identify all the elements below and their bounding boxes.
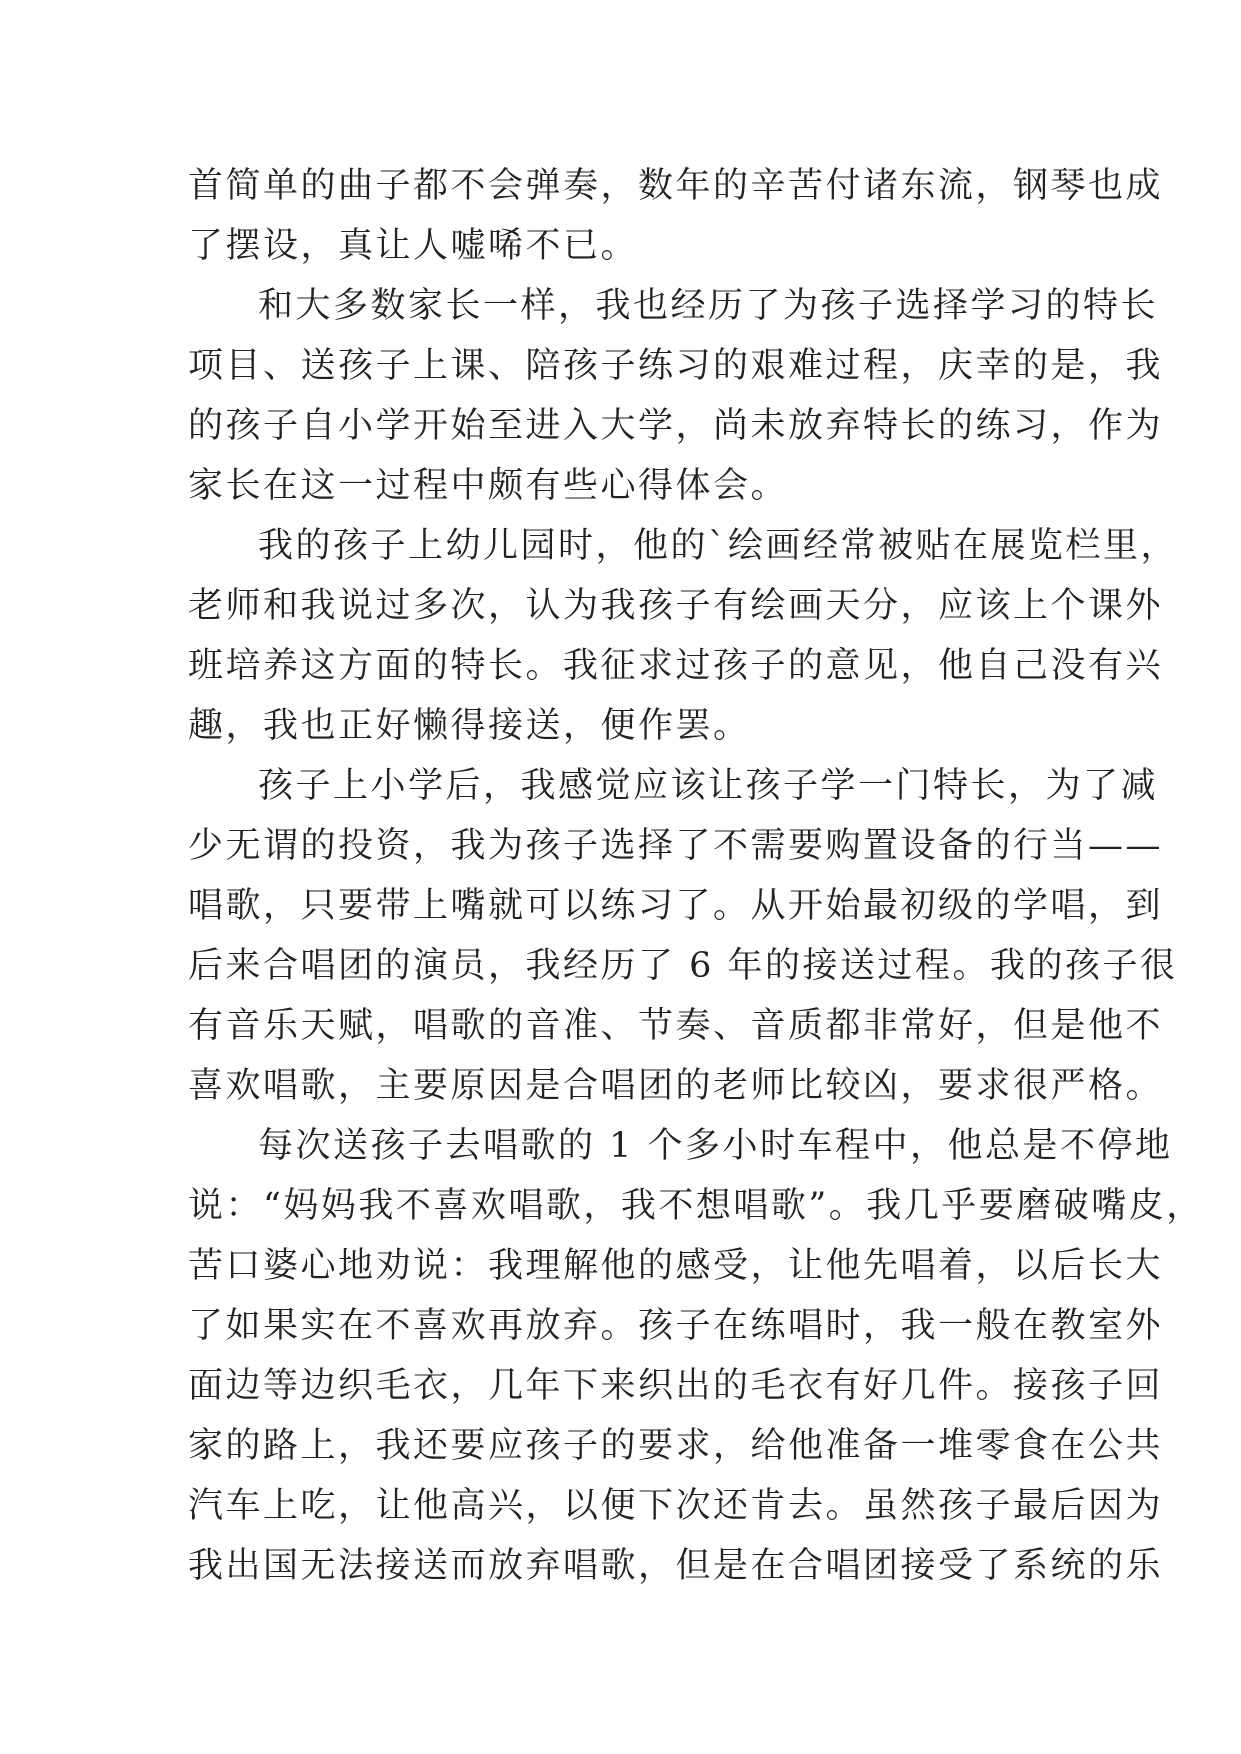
paragraph-first-line: 孩子上小学后，我感觉应该让孩子学一门特长，为了减 [258, 766, 1159, 806]
text-line: 少无谓的投资，我为孩子选择了不需要购置设备的行当—— [188, 826, 1164, 866]
text-line: 家的路上，我还要应孩子的要求，给他准备一堆零食在公共 [188, 1426, 1164, 1466]
text-line: 了如果实在不喜欢再放弃。孩子在练唱时，我一般在教室外 [188, 1306, 1164, 1346]
text-line: 我出国无法接送而放弃唱歌，但是在合唱团接受了系统的乐 [188, 1546, 1164, 1586]
text-line: 有音乐天赋，唱歌的音准、节奏、音质都非常好，但是他不 [188, 1006, 1164, 1046]
text-line: 的孩子自小学开始至进入大学，尚未放弃特长的练习，作为 [188, 406, 1164, 446]
text-line: 家长在这一过程中颇有些心得体会。 [188, 466, 789, 506]
document-body [188, 156, 1204, 1596]
text-line: 面边等边织毛衣，几年下来织出的毛衣有好几件。接孩子回 [188, 1366, 1164, 1406]
text-line: 唱歌，只要带上嘴就可以练习了。从开始最初级的学唱，到 [188, 886, 1164, 926]
paragraph-first-line: 和大多数家长一样，我也经历了为孩子选择学习的特长 [258, 286, 1159, 326]
text-line: 老师和我说过多次，认为我孩子有绘画天分，应该上个课外 [188, 586, 1164, 626]
text-line: 汽车上吃，让他高兴，以便下次还肯去。虽然孩子最后因为 [188, 1486, 1164, 1526]
text-line: 苦口婆心地劝说：我理解他的感受，让他先唱着，以后长大 [188, 1246, 1164, 1286]
text-line: 首简单的曲子都不会弹奏，数年的辛苦付诸东流，钢琴也成 [188, 166, 1164, 206]
text-line: 喜欢唱歌，主要原因是合唱团的老师比较凶，要求很严格。 [188, 1066, 1164, 1106]
text-line: 后来合唱团的演员，我经历了 6 年的接送过程。我的孩子很 [188, 946, 1178, 986]
text-line: 趣，我也正好懒得接送，便作罢。 [188, 706, 751, 746]
paragraph-first-line: 每次送孩子去唱歌的 1 个多小时车程中，他总是不停地 [258, 1126, 1173, 1166]
text-line: 项目、送孩子上课、陪孩子练习的艰难过程，庆幸的是，我 [188, 346, 1164, 386]
text-line: 了摆设，真让人嘘唏不已。 [188, 226, 639, 266]
text-line: 说：“妈妈我不喜欢唱歌，我不想唱歌”。我几乎要磨破嘴皮， [188, 1186, 1204, 1226]
text-line: 班培养这方面的特长。我征求过孩子的意见，他自己没有兴 [188, 646, 1164, 686]
paragraph-first-line: 我的孩子上幼儿园时，他的`绘画经常被贴在展览栏里， [258, 526, 1179, 566]
